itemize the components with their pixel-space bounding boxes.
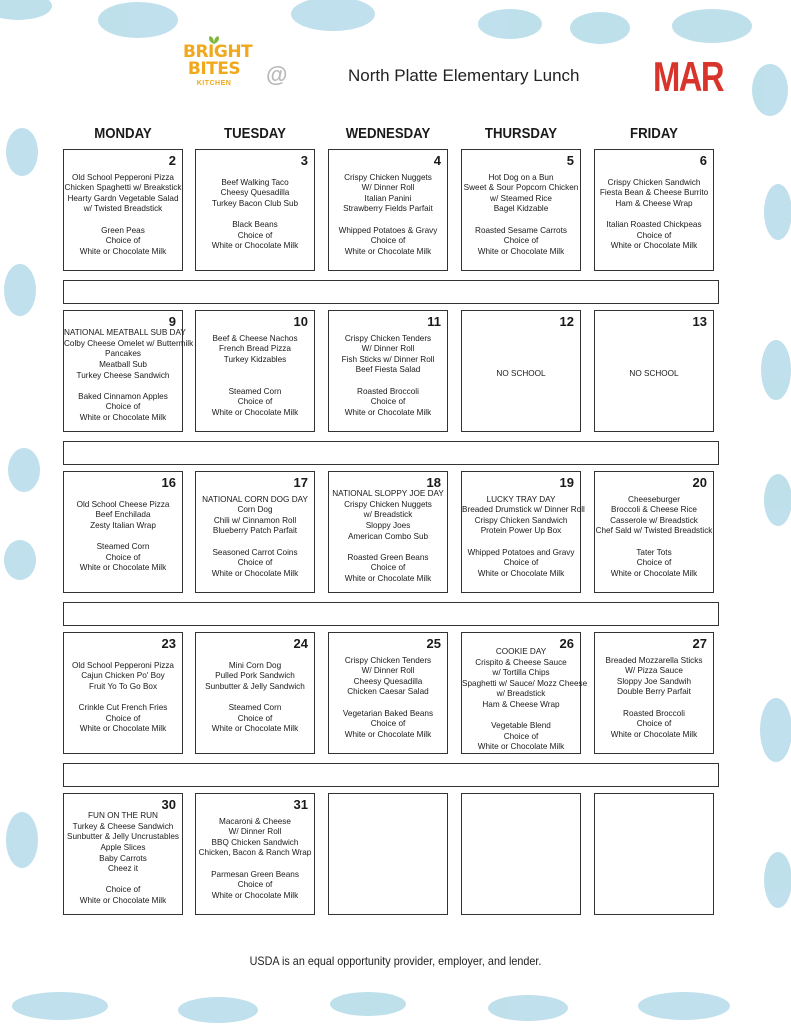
day-number: 26 bbox=[559, 636, 574, 651]
menu-line: Turkey Bacon Club Sub bbox=[211, 199, 299, 209]
menu-line: W/ Dinner Roll bbox=[361, 344, 415, 354]
menu-line: w/ Tortilla Chips bbox=[492, 668, 550, 678]
menu-line: Roasted Sesame Carrots bbox=[475, 225, 567, 235]
menu-line: Chili w/ Cinnamon Roll bbox=[213, 515, 297, 525]
menu-line: Crispy Chicken Tenders bbox=[344, 655, 432, 665]
day-number: 11 bbox=[427, 314, 441, 329]
menu-line: Cheesy Quesadilla bbox=[220, 188, 290, 198]
menu-items bbox=[462, 173, 580, 258]
menu-line: Choice of bbox=[237, 397, 273, 407]
menu-items bbox=[595, 178, 713, 252]
menu-line: Crispy Chicken Tenders bbox=[344, 333, 432, 343]
menu-line: Colby Cheese Omelet w/ Buttermilk bbox=[64, 338, 194, 348]
menu-line: Beef & Cheese Nachos bbox=[212, 333, 298, 343]
menu-line-blank bbox=[595, 698, 713, 709]
menu-line: Crispy Chicken Sandwich bbox=[607, 177, 701, 187]
menu-line: White or Chocolate Milk bbox=[211, 241, 299, 251]
week-separator-bar bbox=[63, 763, 719, 787]
menu-line: Sweet & Sour Popcorn Chicken bbox=[463, 183, 579, 193]
menu-line: BBQ Chicken Sandwich bbox=[211, 837, 299, 847]
menu-line: Vegetarian Baked Beans bbox=[342, 708, 434, 718]
menu-line: FUN ON THE RUN bbox=[88, 811, 158, 821]
menu-line: White or Chocolate Milk bbox=[79, 563, 167, 573]
menu-line: Beef Walking Taco bbox=[221, 177, 289, 187]
menu-line: Sloppy Joes bbox=[365, 521, 411, 531]
menu-line: White or Chocolate Milk bbox=[211, 407, 299, 417]
day-number: 10 bbox=[293, 314, 308, 329]
menu-line: Mini Corn Dog bbox=[228, 660, 282, 670]
menu-line: LUCKY TRAY DAY bbox=[486, 494, 556, 504]
day-number: 4 bbox=[433, 153, 441, 168]
week-separator-bar bbox=[63, 441, 719, 465]
menu-line: Chicken, Bacon & Ranch Wrap bbox=[198, 848, 312, 858]
menu-line: NO SCHOOL bbox=[496, 368, 546, 378]
menu-line: Baby Carrots bbox=[99, 853, 147, 863]
menu-line: Steamed Corn bbox=[228, 703, 282, 713]
menu-line-blank bbox=[196, 365, 314, 376]
menu-line: Baked Cinnamon Apples bbox=[78, 391, 168, 401]
month-label: MAR bbox=[653, 53, 723, 100]
menu-line: Choice of bbox=[636, 230, 672, 240]
calendar-day-20 bbox=[594, 471, 714, 593]
menu-line: French Bread Pizza bbox=[219, 344, 291, 354]
calendar-day-16 bbox=[63, 471, 183, 593]
menu-line: Crispito & Cheese Sauce bbox=[475, 657, 567, 667]
menu-line: W/ Dinner Roll bbox=[361, 183, 415, 193]
day-number: 2 bbox=[168, 153, 176, 168]
menu-line: Roasted Broccoli bbox=[357, 386, 419, 396]
menu-line: Fiesta Bean & Cheese Burrito bbox=[599, 188, 709, 198]
menu-items bbox=[64, 500, 182, 574]
menu-line: Zesty Italian Wrap bbox=[90, 521, 156, 531]
menu-line-blank bbox=[196, 537, 314, 548]
logo-line-1: BRIGHT bbox=[183, 42, 253, 62]
calendar-day-3 bbox=[195, 149, 315, 271]
menu-line: Beef Enchilada bbox=[95, 510, 151, 520]
menu-line: White or Chocolate Milk bbox=[344, 729, 432, 739]
menu-items bbox=[595, 369, 713, 380]
calendar-day-27 bbox=[594, 632, 714, 754]
menu-line: Choice of bbox=[370, 236, 406, 246]
menu-line: Breaded Mozzarella Sticks bbox=[605, 655, 703, 665]
bright-bites-logo bbox=[183, 36, 253, 102]
menu-line: Sunbutter & Jelly Sandwich bbox=[205, 682, 305, 692]
day-number: 19 bbox=[559, 475, 574, 490]
menu-items bbox=[462, 647, 588, 753]
menu-line: Choice of bbox=[237, 230, 273, 240]
menu-items bbox=[595, 656, 713, 741]
menu-line: White or Chocolate Milk bbox=[79, 246, 167, 256]
menu-line: Crispy Chicken Sandwich bbox=[474, 515, 568, 525]
menu-line: Crispy Chicken Nuggets bbox=[344, 172, 432, 182]
menu-line: Pulled Pork Sandwich bbox=[215, 671, 295, 681]
menu-line: Casserole w/ Breadstick bbox=[610, 515, 698, 525]
menu-line: White or Chocolate Milk bbox=[79, 724, 167, 734]
day-header-friday: FRIDAY bbox=[630, 125, 678, 142]
menu-line: Roasted Green Beans bbox=[347, 552, 429, 562]
day-number: 24 bbox=[293, 636, 308, 651]
menu-line: White or Chocolate Milk bbox=[477, 568, 565, 578]
menu-line: Sloppy Joe Sandwih bbox=[616, 676, 692, 686]
usda-statement: USDA is an equal opportunity provider, employer, and lender. bbox=[249, 954, 542, 968]
menu-line: w/ Twisted Breadstick bbox=[83, 204, 163, 214]
menu-items bbox=[196, 178, 314, 252]
day-number: 17 bbox=[293, 475, 308, 490]
menu-line: Chicken Spaghetti w/ Breakstick bbox=[64, 183, 182, 193]
menu-line: Apple Slices bbox=[100, 843, 146, 853]
calendar-day-31 bbox=[195, 793, 315, 915]
menu-line: White or Chocolate Milk bbox=[344, 246, 432, 256]
calendar-day-26 bbox=[461, 632, 588, 754]
menu-line: Old School Cheese Pizza bbox=[76, 499, 170, 509]
menu-line: Choice of bbox=[105, 236, 141, 246]
calendar-day-24 bbox=[195, 632, 315, 754]
menu-line: Crispy Chicken Nuggets bbox=[344, 499, 432, 509]
menu-line: Vegetable Blend bbox=[491, 721, 551, 731]
calendar-day-18 bbox=[328, 471, 448, 593]
menu-line: Roasted Broccoli bbox=[623, 708, 685, 718]
menu-line: Seasoned Carrot Coins bbox=[212, 547, 298, 557]
day-number: 3 bbox=[300, 153, 308, 168]
menu-items bbox=[329, 489, 447, 584]
menu-line: Choice of bbox=[636, 558, 672, 568]
menu-line: NATIONAL MEATBALL SUB DAY bbox=[64, 328, 186, 338]
menu-line: Old School Pepperoni Pizza bbox=[72, 172, 174, 182]
menu-line: W/ Dinner Roll bbox=[361, 666, 415, 676]
day-number: 25 bbox=[426, 636, 441, 651]
menu-line: Turkey & Cheese Sandwich bbox=[72, 821, 174, 831]
menu-line: Choice of bbox=[636, 719, 672, 729]
menu-line: White or Chocolate Milk bbox=[477, 246, 565, 256]
menu-line: COOKIE DAY bbox=[495, 647, 547, 656]
day-number: 27 bbox=[692, 636, 707, 651]
menu-line: Cajun Chicken Po' Boy bbox=[81, 671, 165, 681]
menu-items bbox=[196, 817, 314, 902]
menu-line: W/ Dinner Roll bbox=[228, 827, 282, 837]
day-number: 9 bbox=[168, 314, 176, 329]
calendar-day-2 bbox=[63, 149, 183, 271]
menu-line: Parmesan Green Beans bbox=[211, 869, 299, 879]
menu-line-blank bbox=[64, 381, 182, 392]
menu-items bbox=[462, 494, 585, 580]
menu-line: Double Berry Parfait bbox=[617, 687, 691, 697]
menu-line-blank bbox=[196, 376, 314, 387]
menu-line: Chef Sald w/ Twisted Breadstick bbox=[595, 526, 713, 536]
menu-line-blank bbox=[595, 537, 713, 548]
menu-line: W/ Pizza Sauce bbox=[625, 666, 683, 676]
calendar-day-4 bbox=[328, 149, 448, 271]
menu-line: Turkey Cheese Sandwich bbox=[76, 370, 170, 380]
menu-line: Choice of bbox=[503, 558, 539, 568]
day-number: 6 bbox=[699, 153, 707, 168]
menu-line: White or Chocolate Milk bbox=[610, 241, 698, 251]
day-number: 23 bbox=[161, 636, 176, 651]
menu-line: White or Chocolate Milk bbox=[610, 729, 698, 739]
menu-items bbox=[196, 495, 314, 580]
menu-items bbox=[64, 661, 182, 735]
menu-line: White or Chocolate Milk bbox=[211, 568, 299, 578]
week-separator-bar bbox=[63, 280, 719, 304]
menu-line: Breaded Drumstick w/ Dinner Roll bbox=[462, 505, 585, 515]
calendar-day-11 bbox=[328, 310, 448, 432]
menu-line-blank bbox=[64, 693, 182, 704]
menu-line: Strawberry Fields Parfait bbox=[343, 204, 433, 214]
menu-line: w/ Steamed Rice bbox=[490, 193, 552, 203]
day-number: 18 bbox=[426, 475, 441, 490]
menu-line: NATIONAL CORN DOG DAY bbox=[202, 494, 308, 504]
menu-line-blank bbox=[196, 693, 314, 704]
menu-line: Ham & Cheese Wrap bbox=[482, 699, 560, 709]
menu-line: Italian Panini bbox=[364, 193, 412, 203]
menu-items bbox=[64, 173, 182, 258]
menu-line: White or Chocolate Milk bbox=[344, 407, 432, 417]
calendar-day-6 bbox=[594, 149, 714, 271]
menu-line: Choice of bbox=[105, 713, 141, 723]
day-header-thursday: THURSDAY bbox=[484, 125, 558, 142]
menu-line: NO SCHOOL bbox=[629, 368, 679, 378]
week-separator-bar bbox=[63, 602, 719, 626]
menu-line-blank bbox=[64, 215, 182, 226]
menu-line: Black Beans bbox=[232, 220, 278, 230]
menu-line: Steamed Corn bbox=[96, 542, 150, 552]
menu-items bbox=[595, 495, 713, 580]
day-number: 16 bbox=[161, 475, 176, 490]
day-header-tuesday: TUESDAY bbox=[224, 125, 286, 142]
menu-line: Choice of bbox=[237, 713, 273, 723]
menu-line: Protein Power Up Box bbox=[480, 526, 562, 536]
at-symbol: @ bbox=[266, 62, 288, 87]
menu-line: Green Peas bbox=[101, 225, 145, 235]
menu-line-blank bbox=[329, 215, 447, 226]
menu-line: Meatball Sub bbox=[99, 360, 147, 370]
menu-line: Choice of bbox=[503, 731, 539, 741]
menu-items bbox=[196, 334, 314, 419]
menu-line-blank bbox=[462, 215, 580, 226]
menu-line: Blueberry Patch Parfait bbox=[212, 526, 298, 536]
day-number: 20 bbox=[692, 475, 707, 490]
menu-line: w/ Breadstick bbox=[363, 510, 413, 520]
calendar-day-25 bbox=[328, 632, 448, 754]
menu-line: Fish Sticks w/ Dinner Roll bbox=[341, 354, 435, 364]
calendar-day-12 bbox=[461, 310, 581, 432]
menu-line: Choice of bbox=[237, 880, 273, 890]
menu-line: Choice of bbox=[105, 402, 141, 412]
menu-line: Hot Dog on a Bun bbox=[488, 172, 554, 182]
menu-items bbox=[196, 661, 314, 735]
menu-items bbox=[329, 656, 447, 741]
menu-line: Chicken Caesar Salad bbox=[347, 687, 429, 697]
menu-line: Choice of bbox=[503, 236, 539, 246]
menu-line: Italian Roasted Chickpeas bbox=[606, 220, 702, 230]
menu-line: Sunbutter & Jelly Uncrustables bbox=[67, 832, 179, 842]
menu-line: Choice of bbox=[237, 558, 273, 568]
menu-line: Choice of bbox=[105, 885, 141, 895]
day-number: 12 bbox=[559, 314, 574, 329]
menu-line-blank bbox=[64, 875, 182, 886]
menu-line: Choice of bbox=[370, 719, 406, 729]
day-number: 31 bbox=[293, 797, 308, 812]
calendar-day-empty bbox=[594, 793, 714, 915]
menu-line: Old School Pepperoni Pizza bbox=[72, 660, 174, 670]
calendar-day-empty bbox=[461, 793, 581, 915]
calendar-day-19 bbox=[461, 471, 585, 593]
menu-line: Broccoli & Cheese Rice bbox=[610, 505, 697, 515]
menu-line: White or Chocolate Milk bbox=[211, 724, 299, 734]
menu-items bbox=[329, 334, 447, 419]
menu-line: Macaroni & Cheese bbox=[219, 816, 291, 826]
menu-line: Spaghetti w/ Sauce/ Mozz Cheese bbox=[462, 678, 588, 688]
menu-items bbox=[329, 173, 447, 258]
menu-line: Choice of bbox=[370, 563, 406, 573]
menu-line: American Combo Sub bbox=[347, 531, 429, 541]
logo-line-3: KITCHEN bbox=[196, 80, 232, 87]
menu-line-blank bbox=[329, 698, 447, 709]
menu-line: Turkey Kidzables bbox=[223, 354, 287, 364]
menu-line: Cheez it bbox=[107, 864, 139, 874]
day-number: 30 bbox=[161, 797, 176, 812]
menu-line: White or Chocolate Milk bbox=[477, 742, 565, 752]
day-header-wednesday: WEDNESDAY bbox=[345, 125, 431, 142]
calendar-day-17 bbox=[195, 471, 315, 593]
menu-items bbox=[64, 328, 194, 423]
menu-line: Cheesy Quesadilla bbox=[353, 676, 423, 686]
menu-line: Bagel Kidzable bbox=[493, 204, 549, 214]
logo-line-2: BITES bbox=[187, 59, 241, 79]
menu-line: Ham & Cheese Wrap bbox=[615, 199, 693, 209]
menu-line: Corn Dog bbox=[237, 505, 273, 515]
menu-line: NATIONAL SLOPPY JOE DAY bbox=[332, 489, 444, 499]
day-header-monday: MONDAY bbox=[94, 125, 152, 142]
day-number: 5 bbox=[566, 153, 574, 168]
menu-line: Fruit Yo To Go Box bbox=[88, 682, 158, 692]
calendar-day-9 bbox=[63, 310, 194, 432]
menu-line: Whipped Potatoes and Gravy bbox=[467, 547, 575, 557]
menu-line: Choice of bbox=[105, 552, 141, 562]
menu-line: Beef Fiesta Salad bbox=[355, 365, 421, 375]
calendar-day-empty bbox=[328, 793, 448, 915]
menu-line-blank bbox=[329, 542, 447, 553]
day-number: 13 bbox=[692, 314, 707, 329]
menu-line-blank bbox=[196, 859, 314, 870]
menu-line-blank bbox=[329, 376, 447, 387]
menu-line: White or Chocolate Milk bbox=[344, 574, 432, 584]
menu-line-blank bbox=[595, 210, 713, 221]
menu-line: White or Chocolate Milk bbox=[610, 568, 698, 578]
calendar-day-10 bbox=[195, 310, 315, 432]
menu-line: Cheeseburger bbox=[628, 494, 680, 504]
menu-line: Steamed Corn bbox=[228, 386, 282, 396]
menu-items bbox=[462, 369, 580, 380]
menu-line: White or Chocolate Milk bbox=[79, 413, 167, 423]
menu-line-blank bbox=[64, 532, 182, 543]
page-title: North Platte Elementary Lunch bbox=[348, 66, 580, 85]
calendar-day-23 bbox=[63, 632, 183, 754]
menu-line: Crinkle Cut French Fries bbox=[78, 703, 168, 713]
menu-line: Tater Tots bbox=[636, 547, 672, 557]
menu-line-blank bbox=[196, 210, 314, 221]
menu-line: White or Chocolate Milk bbox=[79, 896, 167, 906]
calendar-day-30 bbox=[63, 793, 183, 915]
calendar-day-13 bbox=[594, 310, 714, 432]
calendar-day-5 bbox=[461, 149, 581, 271]
menu-line: Whipped Potatoes & Gravy bbox=[338, 225, 438, 235]
menu-line: White or Chocolate Milk bbox=[211, 890, 299, 900]
menu-line: Hearty Gardn Vegetable Salad bbox=[67, 193, 179, 203]
menu-line: w/ Breadstick bbox=[496, 689, 546, 699]
menu-items bbox=[64, 811, 182, 906]
menu-line: Choice of bbox=[370, 397, 406, 407]
menu-line: Pancakes bbox=[105, 349, 141, 359]
menu-line-blank bbox=[462, 711, 580, 722]
menu-line-blank bbox=[462, 537, 580, 548]
